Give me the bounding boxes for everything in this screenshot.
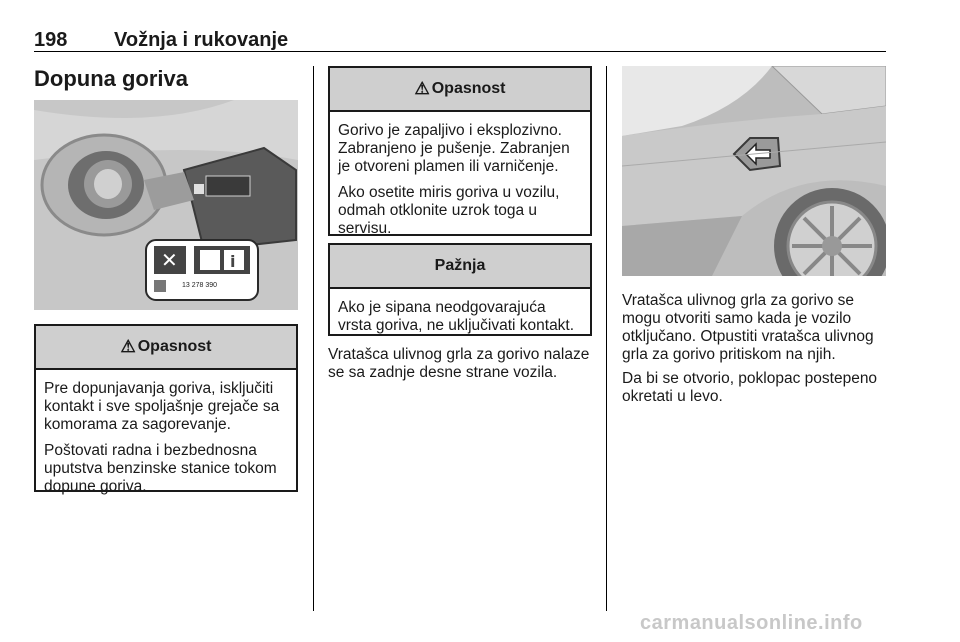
danger-box-header bbox=[36, 326, 296, 370]
danger-paragraph: Poštovati radna i bezbednosna uputstva benzinske stanice tokom dopune goriva. bbox=[44, 442, 277, 495]
danger-box-header bbox=[330, 68, 590, 112]
danger-box-title: Opasnost bbox=[137, 338, 212, 355]
section-title: Vožnja i rukovanje bbox=[114, 29, 289, 51]
header-rule bbox=[34, 51, 886, 52]
column-divider-1 bbox=[313, 66, 314, 611]
column-divider-2 bbox=[606, 66, 607, 611]
caution-box-header bbox=[330, 245, 590, 289]
svg-text:i: i bbox=[230, 252, 236, 271]
svg-text:✕: ✕ bbox=[161, 248, 178, 272]
danger-paragraph: Gorivo je zapaljivo i eksplozivno. Zabranjeno je pušenje. Zabranjen je otvoreni plamen ili varničenje. bbox=[338, 122, 570, 175]
watermark: carmanualsonline.info bbox=[640, 612, 863, 634]
page-number: 198 bbox=[34, 29, 68, 51]
danger-box-title: Opasnost bbox=[431, 80, 506, 97]
warning-triangle-icon: ⚠ bbox=[120, 337, 136, 356]
danger-paragraph: Ako osetite miris goriva u vozilu, odmah otklonite uzrok toga u servisu. bbox=[338, 184, 560, 237]
image-code: 13 278 390 bbox=[182, 282, 218, 289]
caution-box bbox=[328, 243, 592, 336]
body-text-right bbox=[622, 292, 890, 412]
body-text-location bbox=[328, 346, 592, 388]
fuel-label-sticker bbox=[146, 240, 258, 300]
caution-paragraph: Ako je sipana neodgovarajuća vrsta goriva, ne uključivati kontakt. bbox=[338, 299, 575, 334]
danger-box-refuel bbox=[34, 324, 298, 495]
fuel-door-illustration bbox=[34, 100, 298, 310]
paragraph: Vratašca ulivnog grla za gorivo nalaze se sa zadnje desne strane vozila. bbox=[328, 346, 590, 381]
warning-triangle-icon: ⚠ bbox=[414, 79, 430, 98]
caution-box-title: Pažnja bbox=[434, 257, 486, 274]
page-heading: Dopuna goriva bbox=[34, 66, 189, 91]
danger-box-flammable bbox=[328, 66, 592, 236]
paragraph: Da bi se otvorio, poklopac postepeno okretati u levo. bbox=[622, 370, 878, 405]
car-rear-illustration bbox=[622, 66, 886, 276]
danger-paragraph: Pre dopunjavanja goriva, isključiti kontakt i sve spoljašnje grejače sa komorama za sagorevanje. bbox=[44, 380, 280, 433]
paragraph: Vratašca ulivnog grla za gorivo se mogu otvoriti samo kada je vozilo otključano. Otpustiti vratašca ulivnog grla za gorivo pritiskom na njih. bbox=[622, 292, 874, 363]
